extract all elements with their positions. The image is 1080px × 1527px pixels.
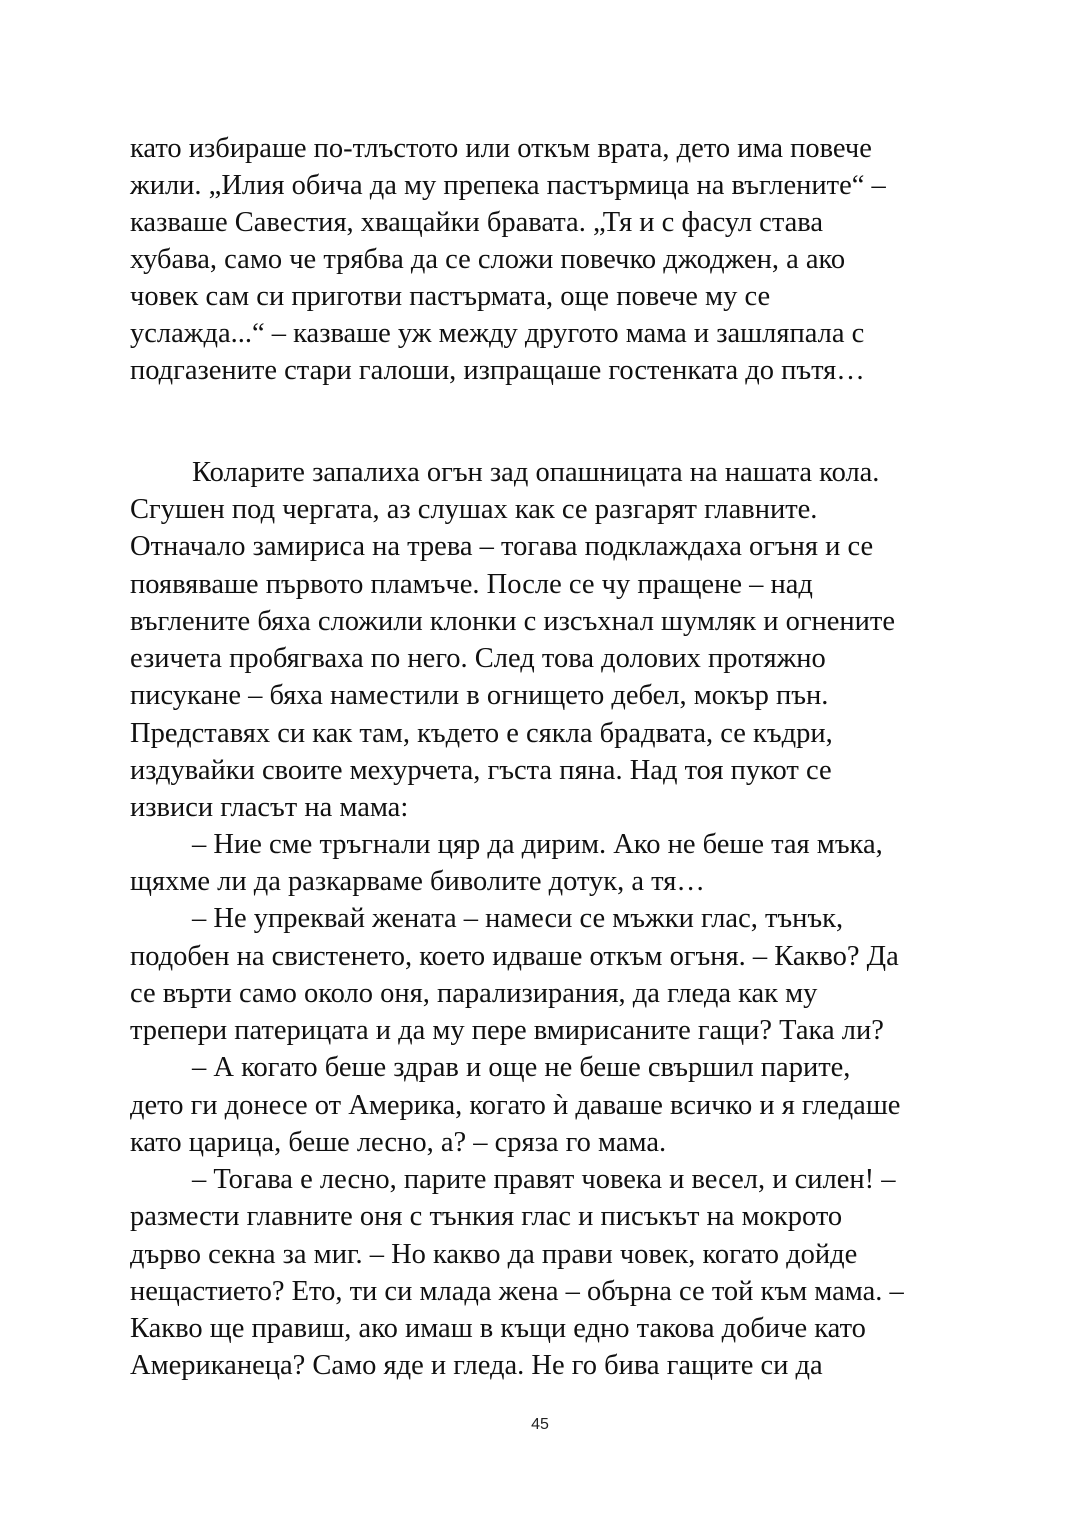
text-line: подгазените стари галоши, изпращаше гостенката до пътя… [130, 355, 865, 386]
page-number: 45 [531, 1416, 549, 1433]
text-line: дърво секна за миг. – Но какво да прави човек, когато дойде [130, 1239, 858, 1270]
text-line: размести главните оня с тънкия глас и писъкът на мокрото [130, 1201, 843, 1232]
text-line: казваше Савестия, хващайки бравата. „Тя и с фасул става [130, 207, 824, 238]
text-line: езичета пробягваха по него. След това долових протяжно [130, 643, 826, 674]
dialogue-first-line: – Тогава е лесно, парите правят човека и весел, и силен! – [192, 1164, 896, 1195]
text-line: щяхме ли да разкарваме биволите дотук, а тя… [130, 866, 705, 897]
text-line: издувайки своите мехурчета, гъста пяна. Над тоя пукот се [130, 755, 832, 786]
text-line: подобен на свистенето, което идваше откъм огъня. – Какво? Да [130, 941, 899, 972]
paragraph-first-line: Коларите запалиха огън зад опашницата на нашата кола. [192, 457, 880, 488]
text-line: като царица, беше лесно, а? – сряза го мама. [130, 1127, 667, 1158]
text-line: трепери патерицата и да му пере вмирисаните гащи? Така ли? [130, 1015, 884, 1046]
text-line: Сгушен под чергата, аз слушах как се разгарят главните. [130, 494, 818, 525]
text-line: извиси гласът на мама: [130, 792, 409, 823]
text-line: хубава, само че трябва да се сложи повечко джоджен, а ако [130, 244, 846, 275]
text-line: появяваше първото пламъче. После се чу пращене – над [130, 569, 813, 600]
text-line: се върти само около оня, парализирания, да гледа как му [130, 978, 818, 1009]
text-line: дето ги донесе от Америка, когато ѝ даваше всичко и я гледаше [130, 1090, 901, 1121]
text-line: Американеца? Само яде и гледа. Не го бива гащите си да [130, 1350, 823, 1381]
text-line: Представях си как там, където е сякла брадвата, се къдри, [130, 718, 833, 749]
dialogue-first-line: – Не упреквай жената – намеси се мъжки глас, тънък, [192, 903, 844, 934]
text-line: Какво ще правиш, ако имаш в къщи едно такова добиче като [130, 1313, 866, 1344]
text-line: жили. „Илия обича да му препека пастърмица на въглените“ – [130, 170, 886, 201]
text-line: въглените бяха сложили клонки с изсъхнал шумляк и огнените [130, 606, 896, 637]
dialogue-first-line: – Ние сме тръгнали цяр да дирим. Ако не беше тая мъка, [192, 829, 883, 860]
text-line: Отначало замириса на трева – тогава подклаждаха огъня и се [130, 531, 874, 562]
dialogue-first-line: – А когато беше здрав и още не беше свършил парите, [192, 1052, 851, 1083]
text-line: писукане – бяха наместили в огнището дебел, мокър пън. [130, 680, 829, 711]
text-line: човек сам си приготви пастърмата, още повече му се [130, 281, 771, 312]
text-line: като избираше по-тлъстото или откъм врата, дето има повече [130, 133, 872, 164]
text-line: услажда...“ – казваше уж между другото мама и зашляпала с [130, 318, 865, 349]
text-line: нещастието? Ето, ти си млада жена – обърна се той към мама. – [130, 1276, 904, 1307]
